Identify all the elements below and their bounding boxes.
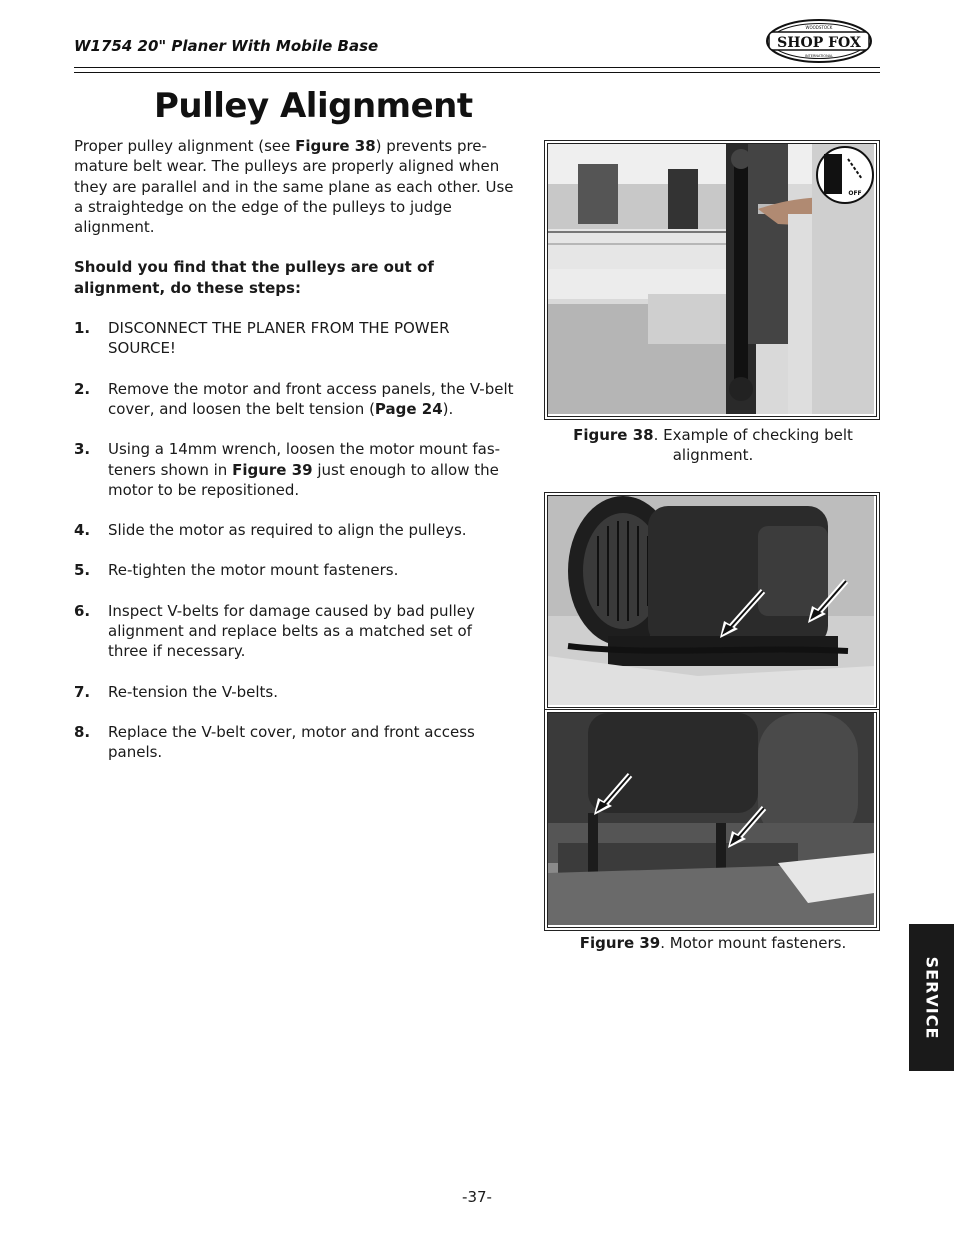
step-5: 5. Re-tighten the motor mount fasteners. xyxy=(74,561,399,580)
figure-39-bottom-photo xyxy=(544,709,880,931)
figure-38-photo xyxy=(544,140,880,420)
step-4: 4. Slide the motor as required to align the pulleys. xyxy=(74,521,467,540)
step-3: 3. Using a 14mm wrench, loosen the motor mount fas-teners shown in Figure 39 just enough to allow the motor to be repositioned. xyxy=(74,440,501,499)
step-6: 6. Inspect V-belts for damage caused by bad pulley alignment and replace belts as a matched set of three if necessary. xyxy=(74,601,475,661)
step-7: 7. Re-tension the V-belts. xyxy=(74,682,279,701)
page-24-ref: Page 24 xyxy=(374,399,443,418)
logo-subtext-bottom: INTERNATIONAL xyxy=(804,54,834,58)
logo-text: SHOP FOX xyxy=(777,35,861,51)
page-title: Pulley Alignment xyxy=(154,86,473,126)
body-text xyxy=(74,136,514,783)
steps-lead: Should you find that the pulleys are out of alignment, do these steps: xyxy=(74,258,434,297)
intro-paragraph: Proper pulley alignment (see Figure 38) prevents pre-mature belt wear. The pulleys are properly aligned when they are parallel and in the same plane as each other. Use a straightedge on the edge of the pulleys to judge alignment. xyxy=(74,137,514,237)
figure-39-ref: Figure 39 xyxy=(232,460,313,479)
off-badge-text: OFF xyxy=(848,190,862,197)
step-1: 1. DISCONNECT THE PLANER FROM THE POWER SOURCE! xyxy=(74,319,450,358)
header-rule xyxy=(74,67,880,73)
page-number: -37- xyxy=(462,1188,492,1206)
section-tab-service: SERVICE xyxy=(909,924,954,1071)
logo-subtext-top: WOODSTOCK xyxy=(805,25,833,30)
figure-39-caption: Figure 39. Motor mount fasteners. xyxy=(579,934,847,952)
step-8: 8. Replace the V-belt cover, motor and front access panels. xyxy=(74,722,475,762)
step-2: 2. Remove the motor and front access panels, the V-belt cover, and loosen the belt tension (Page 24). xyxy=(74,379,514,418)
manual-title: W1754 20" Planer With Mobile Base xyxy=(74,37,379,55)
shop-fox-logo xyxy=(765,18,873,64)
figure-39-top-photo xyxy=(544,492,880,711)
figure-38-ref: Figure 38 xyxy=(295,137,376,155)
figure-38-caption: Figure 38. Example of checking belt alignment. xyxy=(573,426,853,464)
